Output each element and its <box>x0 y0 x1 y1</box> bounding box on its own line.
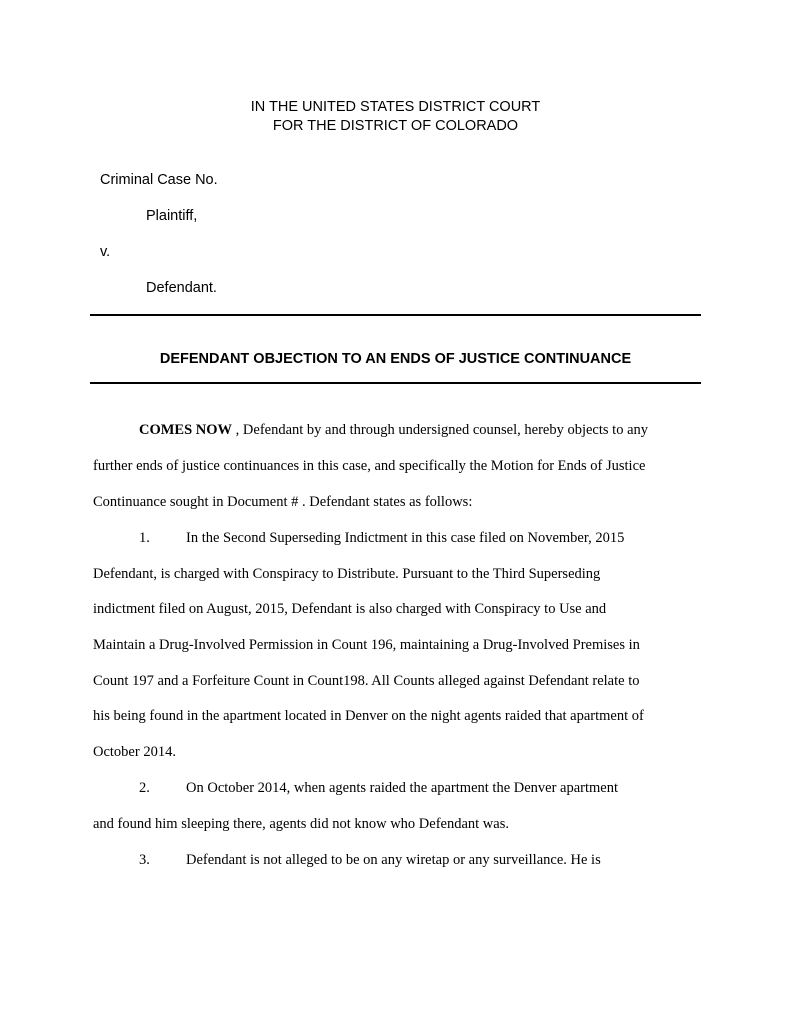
paragraph-1-line: October 2014. <box>93 744 176 760</box>
case-number-label: Criminal Case No. <box>100 172 218 188</box>
title-rule-top <box>90 314 701 316</box>
paragraph-1-line: Defendant, is charged with Conspiracy to Distribute. Pursuant to the Third Superseding <box>93 566 601 582</box>
intro-line-1-text: , Defendant by and through undersigned counsel, hereby objects to any <box>232 422 649 438</box>
plaintiff-label: Plaintiff, <box>146 208 198 224</box>
paragraph-2-line: and found him sleeping there, agents did not know who Defendant was. <box>93 816 509 832</box>
paragraph-2-line: On October 2014, when agents raided the apartment the Denver apartment <box>186 780 619 796</box>
document-title: DEFENDANT OBJECTION TO AN ENDS OF JUSTICE CONTINUANCE <box>159 351 632 367</box>
paragraph-1-line: Maintain a Drug-Involved Permission in Count 196, maintaining a Drug-Involved Premises in <box>93 637 640 653</box>
paragraph-1-number: 1. <box>139 530 150 546</box>
court-district: FOR THE DISTRICT OF COLORADO <box>272 118 519 134</box>
intro-line-1 <box>139 421 648 439</box>
paragraph-3-number: 3. <box>139 852 150 868</box>
title-rule-bottom <box>90 382 701 384</box>
paragraph-3-line: Defendant is not alleged to be on any wiretap or any surveillance. He is <box>186 852 601 868</box>
paragraph-1-line: his being found in the apartment located in Denver on the night agents raided that apartment of <box>93 708 644 724</box>
paragraph-2-number: 2. <box>139 780 150 796</box>
paragraph-1-line: In the Second Superseding Indictment in this case filed on November, 2015 <box>186 530 625 546</box>
intro-line-2: further ends of justice continuances in this case, and specifically the Motion for Ends of Justice <box>93 458 646 474</box>
defendant-label: Defendant. <box>146 280 217 296</box>
intro-line-3: Continuance sought in Document # . Defendant states as follows: <box>93 494 473 510</box>
versus-label: v. <box>100 244 111 260</box>
court-name: IN THE UNITED STATES DISTRICT COURT <box>250 99 541 115</box>
intro-lead: COMES NOW <box>139 422 233 438</box>
paragraph-1-line: Count 197 and a Forfeiture Count in Count198. All Counts alleged against Defendant relate to <box>93 673 640 689</box>
paragraph-1-line: indictment filed on August, 2015, Defendant is also charged with Conspiracy to Use and <box>93 601 607 617</box>
